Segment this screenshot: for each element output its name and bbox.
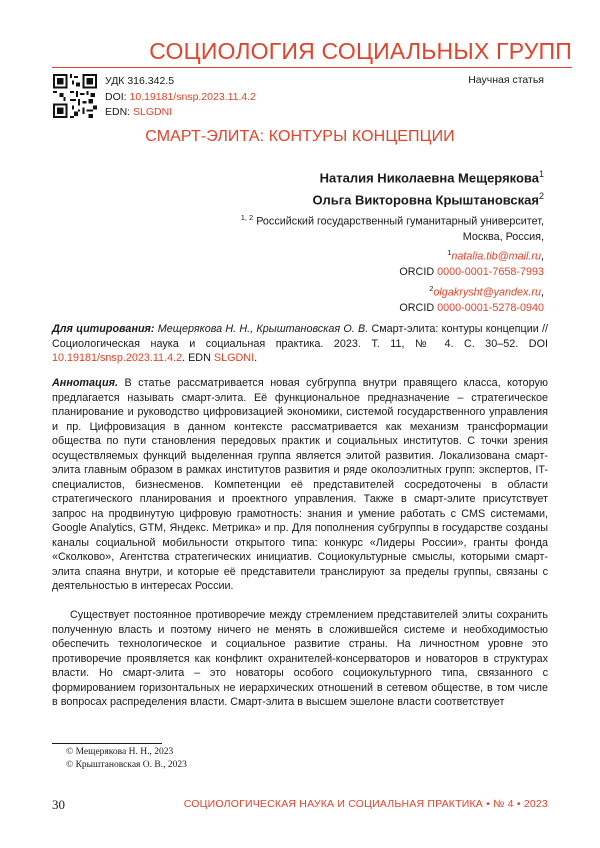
edn-link[interactable]: SLGDNI xyxy=(133,106,173,118)
body-paragraph: Существует постоянное противоречие между стремлением представителей элиты сохранить полученную власть и поэтому ничего не менять в сложившейся системе и необходимостью обеспечить технологическое и социальное развитие страны. На личностном уровне это противоречие проявляется как конфликт охранителей-консерваторов и новаторов в структурах власти. Но смарт-элита – это новаторы особого социокультурного типа, связанного с формированием горизонтальных не иерархических отношений в сетевом обществе, в том числе в вопросах распределения власти. Смарт-элита в высшем эшелоне власти соответствует xyxy=(52,609,548,708)
citation: Для цитирования: Мещерякова Н. Н., Крыштановская О. В. Смарт-элита: контуры концепции // Социологическая наука и социальная практика. 2023. Т. 11, № 4. С. 30–52. DOI 10.19181/snsp.2023.11.4.2. EDN SLGDNI. xyxy=(52,323,548,365)
author-1: Наталия Николаевна Мещерякова$^1$ xyxy=(319,169,544,186)
copyright-2: © Крыштановская О. В., 2023 xyxy=(66,760,187,770)
orcid-link-1[interactable]: 0000-0001-7658-7993 xyxy=(437,266,544,279)
citation-edn-link[interactable]: SLGDNI xyxy=(213,352,255,365)
article-title: СМАРТ-ЭЛИТА: КОНТУРЫ КОНЦЕПЦИИ xyxy=(145,128,455,145)
orcid-label: ORCID xyxy=(399,301,435,314)
affiliation-city: Москва, Россия, xyxy=(462,231,544,243)
orcid-link-2[interactable]: 0000-0001-5278-0940 xyxy=(437,301,544,314)
email-link-2[interactable]: olgakrysht@yandex.ru xyxy=(433,286,541,299)
email-link-1[interactable]: natalia.tib@mail.ru xyxy=(451,251,541,263)
section-title: СОЦИОЛОГИЯ СОЦИАЛЬНЫХ ГРУПП xyxy=(149,38,572,64)
abstract-text: В статье рассматривается новая субгруппа внутри правящего класса, которую предлагается называть смарт-элита. Её функциональное предназначение – стратегическое планирование и руководство цифровизацией экономики, системой государственного управления и пр. Цифровизация в данном контексте рассматривается как механизм трансформации общества по пути становления передовых практик и социальных институтов. С точки зрения осуществляемых функций выделенная группа является элитой развития. Локализована смарт-элита главным образом в рамках институтов развития и ряде околоэлитных групп: экспертов, IT-специалистов, бизнесменов. Компетенции её представителей сосредоточены в области стратегического планирования и проектного управления. Также в смарт-элите присутствует запрос на продвинутую цифровую грамотность: знания и умение работать с CMS системами, Google Analytics, GTM, Яндекс. Метрика» и пр. Для пополнения субгруппы в государстве созданы каналы социальной мобильности открытого типа: конкурс «Лидеры России», гранты фонда «Сколково», Агентства стратегических инициатив. Социокультурные смыслы, которыми смарт-элита спаяна внутри, и которые её представители транслируют за пределы группы, связаны с деятельностью в интересах России. xyxy=(52,377,548,592)
citation-doi-link[interactable]: 10.19181/snsp.2023.11.4.2 xyxy=(52,352,183,365)
citation-authors: Мещерякова Н. Н., Крыштановская О. В. xyxy=(157,323,369,335)
doi-link[interactable]: 10.19181/snsp.2023.11.4.2 xyxy=(129,90,257,103)
journal-footer: СОЦИОЛОГИЧЕСКАЯ НАУКА И СОЦИАЛЬНАЯ ПРАКТИКА • № 4 • 2023 xyxy=(183,798,548,810)
affiliation: $^{1, 2}$ Российский государственный гуманитарный университет, Москва, Россия, $^1$natalia.tib@mail.ru, ORCID 0000-0001-7658-7993 $^2$olgakrysht@yandex.ru, ORCID 0000-0001-5278-0940 xyxy=(240,213,544,314)
abstract-label: Аннотация. xyxy=(52,377,118,389)
header-rule xyxy=(52,67,572,68)
doi-label: DOI: xyxy=(105,90,127,103)
citation-label: Для цитирования: xyxy=(52,323,155,335)
affiliation-org: Российский государственный гуманитарный университет, xyxy=(256,215,544,228)
article-meta xyxy=(105,74,256,121)
article-type: Научная статья xyxy=(468,74,544,86)
abstract xyxy=(52,376,548,594)
author-list xyxy=(313,165,544,210)
footnotes xyxy=(66,746,187,772)
page-number: 30 xyxy=(52,797,65,812)
orcid-label: ORCID xyxy=(399,266,435,279)
edn-label: EDN: xyxy=(105,106,131,118)
udk: УДК 316.342.5 xyxy=(105,75,175,87)
copyright-1: © Мещерякова Н. Н., 2023 xyxy=(66,747,174,757)
qr-code-icon xyxy=(53,74,97,118)
author-2: Ольга Викторовна Крыштановская$^2$ xyxy=(312,191,544,208)
footnote-divider xyxy=(52,743,162,744)
